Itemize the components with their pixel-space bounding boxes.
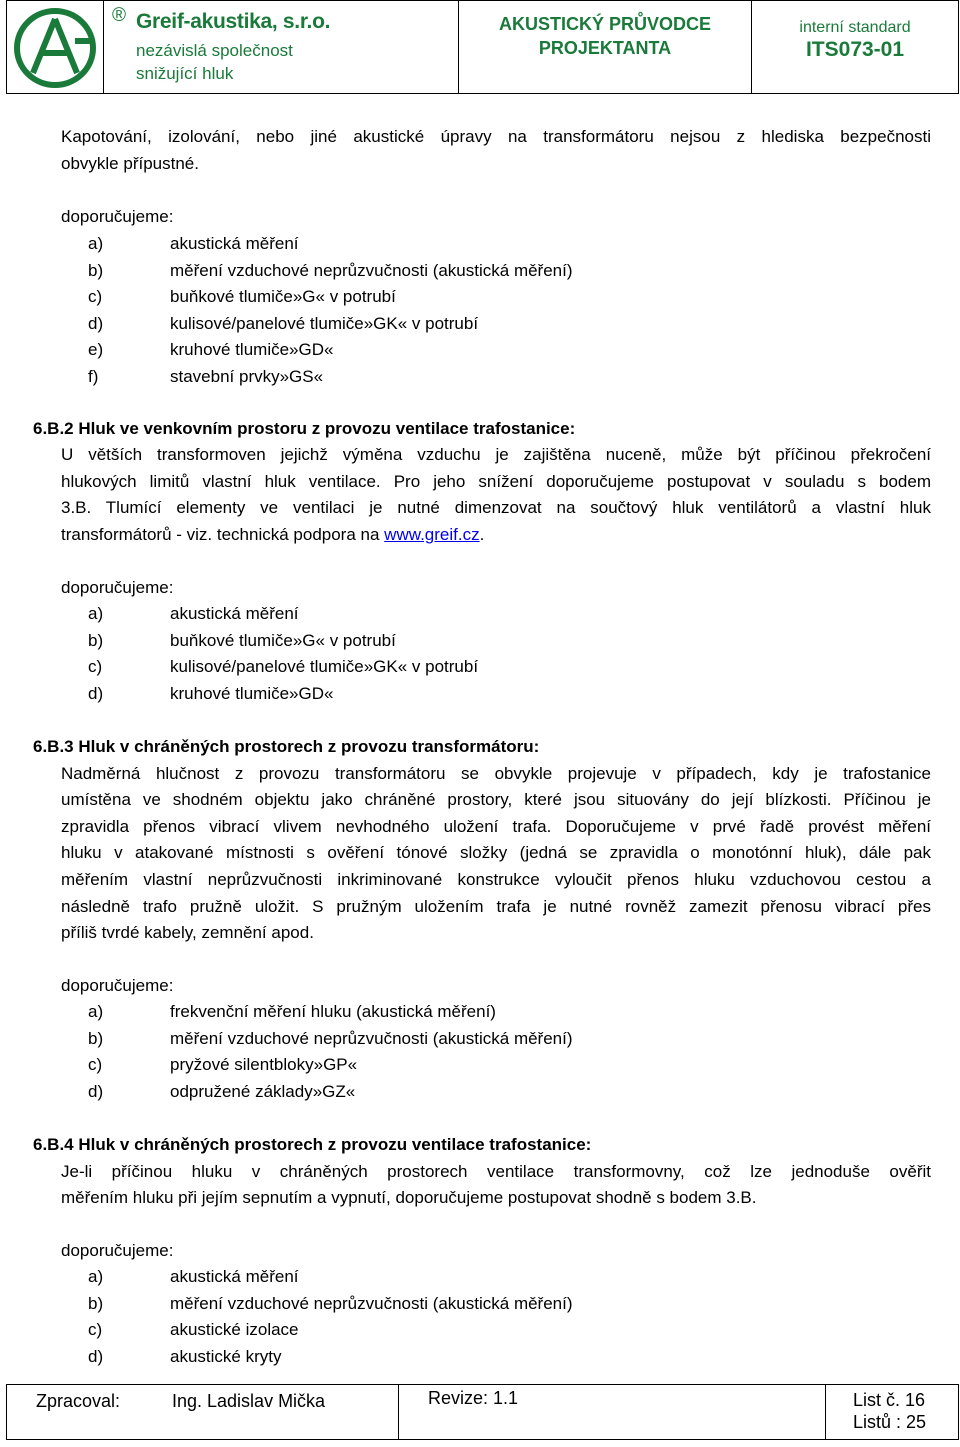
list-item: akustická měření: [170, 234, 299, 253]
list-item: akustické kryty: [170, 1347, 282, 1366]
doc-title-line-2: PROJEKTANTA: [538, 38, 672, 58]
list-item-label: d): [88, 314, 104, 333]
section-heading-6b3: 6.B.3 Hluk v chráněných prostorech z provozu transformátoru:: [33, 737, 540, 756]
revision-label: Revize: 1.1: [428, 1388, 519, 1408]
company-tagline-1: nezávislá společnost: [136, 41, 293, 60]
prepared-by-cell: [7, 1385, 399, 1439]
page-footer: [6, 1384, 959, 1440]
list-item-label: b): [88, 261, 104, 280]
revision-cell: [399, 1385, 826, 1439]
list-item: odpružené základy»GZ«: [170, 1082, 356, 1101]
standard-code: ITS073-01: [805, 38, 905, 61]
standard-cell: [752, 1, 958, 93]
paragraph-line: hlukových limitů vlastní hluk ventilace. Pro jeho snížení doporučujeme postupovat v souladu s bodem: [61, 472, 931, 491]
prepared-name: Ing. Ladislav Mička: [172, 1391, 326, 1411]
list-item-label: a): [88, 234, 104, 253]
page-total: Listů : 25: [853, 1412, 927, 1432]
list-item-label: e): [88, 340, 104, 359]
recommend-label: doporučujeme:: [61, 578, 174, 597]
paragraph-line: měřením vlastní neprůzvučnosti inkriminované konstrukce vyloučit přenos hluku vzduchovou cestou a: [61, 870, 931, 889]
list-item: měření vzduchové neprůzvučnosti (akustická měření): [170, 1294, 573, 1313]
list-item-label: a): [88, 1002, 104, 1021]
company-name: Greif-akustika, s.r.o.: [136, 10, 331, 33]
doc-title-cell: [459, 1, 752, 93]
list-item: měření vzduchové neprůzvučnosti (akustická měření): [170, 261, 573, 280]
paragraph-text: .: [479, 525, 485, 544]
list-item-label: c): [88, 287, 103, 306]
paragraph-line: následně trafo pružně uložit. S pružným uložením trafa je nutné rovněž zamezit přenosu vibrací přes: [61, 897, 931, 916]
list-item-label: d): [88, 1082, 104, 1101]
paragraph-line: příliš tvrdé kabely, zemnění apod.: [61, 923, 314, 942]
list-item-label: c): [88, 1055, 103, 1074]
list-item-label: d): [88, 1347, 104, 1366]
list-item-label: b): [88, 1029, 104, 1048]
list-item: kulisové/panelové tlumiče»GK« v potrubí: [170, 657, 479, 676]
prepared-label: Zpracoval:: [36, 1391, 121, 1411]
doc-title-line-1: AKUSTICKÝ PRŮVODCE: [498, 14, 712, 34]
section-heading-6b4: 6.B.4 Hluk v chráněných prostorech z provozu ventilace trafostanice:: [33, 1135, 592, 1154]
intro-line-1: Kapotování, izolování, nebo jiné akustické úpravy na transformátoru nejsou z hlediska bezpečnosti: [61, 127, 931, 146]
paragraph-line: zpravidla přenos vibrací vlivem nevhodného uložení trafa. Doporučujeme v prvé řadě provést měření: [61, 817, 931, 836]
list-item: měření vzduchové neprůzvučnosti (akustická měření): [170, 1029, 573, 1048]
section-heading-6b2: 6.B.2 Hluk ve venkovním prostoru z provozu ventilace trafostanice:: [33, 419, 576, 438]
paragraph-line: U větších transformoven jejichž výměna vzduchu je zajištěna nuceně, může být příčinou překročení: [61, 445, 931, 464]
paragraph-line: hluku v atakované místnosti s ověření tónové složky (jedná se zpravidla o monotónní hluk), dále pak: [61, 843, 931, 862]
intro-line-2: obvykle přípustné.: [61, 154, 199, 173]
paragraph-line: měřením hluku při jejím sepnutím a vypnutí, doporučujeme postupovat shodně s bodem 3.B.: [61, 1188, 757, 1207]
page-number: List č. 16: [853, 1390, 926, 1410]
list-item-label: a): [88, 1267, 104, 1286]
recommend-label: doporučujeme:: [61, 207, 174, 226]
list-item-label: c): [88, 657, 103, 676]
list-item-label: d): [88, 684, 104, 703]
page-number-cell: [826, 1385, 958, 1439]
list-item: akustická měření: [170, 1267, 299, 1286]
company-cell: [104, 1, 459, 93]
greif-website-link[interactable]: www.greif.cz: [384, 525, 480, 544]
list-item-label: b): [88, 631, 104, 650]
paragraph-text: transformátorů - viz. technická podpora na: [61, 525, 385, 544]
list-item: akustické izolace: [170, 1320, 299, 1339]
greif-logo-icon: [11, 5, 99, 91]
logo-cell: [7, 1, 104, 93]
list-item-label: c): [88, 1320, 103, 1339]
standard-label: interní standard: [799, 19, 911, 36]
paragraph-line: Nadměrná hlučnost z provozu transformátoru se obvykle projevuje v případech, kdy je trafostanice: [61, 764, 931, 783]
list-item-label: b): [88, 1294, 104, 1313]
list-item: buňkové tlumiče»G« v potrubí: [170, 631, 396, 650]
list-item: kruhové tlumiče»GD«: [170, 684, 334, 703]
list-item: pryžové silentbloky»GP«: [170, 1055, 358, 1074]
list-item: kruhové tlumiče»GD«: [170, 340, 334, 359]
list-item: stavební prvky»GS«: [170, 367, 324, 386]
page-header: [6, 0, 959, 94]
list-item-label: f): [88, 367, 99, 386]
list-item: akustická měření: [170, 604, 299, 623]
list-item: frekvenční měření hluku (akustická měření): [170, 1002, 496, 1021]
company-tagline-2: snižující hluk: [136, 64, 234, 83]
registered-mark: ®: [112, 5, 126, 26]
paragraph-line: Je-li příčinou hluku v chráněných prostorech ventilace transformovny, což lze jednoduše ověřit: [61, 1162, 931, 1181]
list-item: buňkové tlumiče»G« v potrubí: [170, 287, 396, 306]
list-item: kulisové/panelové tlumiče»GK« v potrubí: [170, 314, 479, 333]
paragraph-line: umístěna ve shodném objektu jako chráněné prostory, které jsou situovány do její blízkosti. Příčinou je: [61, 790, 931, 809]
paragraph-line: 3.B. Tlumící elementy ve ventilaci je nutné dimenzovat na součtový hluk ventilátorů a vlastní hluk: [61, 498, 931, 517]
recommend-label: doporučujeme:: [61, 1241, 174, 1260]
list-item-label: a): [88, 604, 104, 623]
paragraph-line-with-link: [61, 525, 484, 545]
recommend-label: doporučujeme:: [61, 976, 174, 995]
